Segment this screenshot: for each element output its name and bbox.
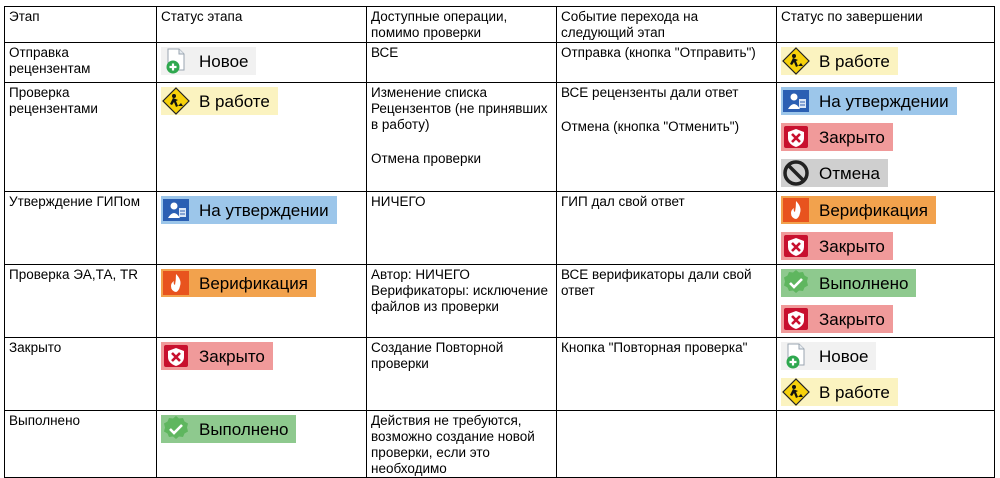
status-badge-label: Закрыто bbox=[819, 236, 885, 256]
event-text: ВСЕ рецензенты дали ответ bbox=[561, 85, 739, 100]
status-cell bbox=[157, 265, 367, 338]
final-status-cell bbox=[777, 83, 995, 192]
stage-cell bbox=[5, 411, 157, 478]
operations-cell bbox=[367, 265, 557, 338]
status-badge-closed bbox=[781, 123, 893, 151]
status-badge-label: Выполнено bbox=[819, 273, 909, 293]
header-transition-event-text: Событие перехода на следующий этап bbox=[561, 9, 699, 40]
status-badge-label: На утверждении bbox=[199, 200, 329, 220]
status-badge-label: Закрыто bbox=[819, 127, 885, 147]
status-badge-new bbox=[161, 47, 256, 75]
table-row bbox=[5, 338, 995, 411]
status-badge-approval bbox=[161, 196, 337, 224]
status-badge-label: В работе bbox=[199, 91, 270, 111]
x-shield-icon bbox=[161, 342, 191, 370]
operations-cell bbox=[367, 411, 557, 478]
officer-icon bbox=[781, 87, 811, 115]
header-stage-status-text: Статус этапа bbox=[161, 9, 243, 24]
header-operations bbox=[367, 7, 557, 43]
x-shield-icon bbox=[781, 305, 811, 333]
officer-icon bbox=[161, 196, 191, 224]
status-badge-in-work bbox=[781, 378, 898, 406]
road-work-sign-icon bbox=[161, 87, 191, 115]
stage-name: Выполнено bbox=[9, 413, 81, 428]
event-cell bbox=[557, 338, 777, 411]
workflow-table bbox=[4, 6, 995, 478]
status-badge-closed bbox=[161, 342, 273, 370]
status-badge-approval bbox=[781, 87, 957, 115]
stage-cell bbox=[5, 83, 157, 192]
no-entry-icon bbox=[781, 159, 811, 187]
event-cell bbox=[557, 192, 777, 265]
stage-cell bbox=[5, 192, 157, 265]
event-cell bbox=[557, 83, 777, 192]
status-cell bbox=[157, 83, 367, 192]
status-badge-done bbox=[781, 269, 916, 297]
fire-icon bbox=[161, 269, 191, 297]
final-status-cell bbox=[777, 338, 995, 411]
table-row bbox=[5, 83, 995, 192]
stage-cell bbox=[5, 265, 157, 338]
status-badge-label: Новое bbox=[819, 346, 869, 366]
stage-cell bbox=[5, 43, 157, 83]
header-stage-text: Этап bbox=[9, 9, 40, 24]
table-row bbox=[5, 265, 995, 338]
road-work-sign-icon bbox=[781, 47, 811, 75]
stage-name: Закрыто bbox=[9, 340, 62, 355]
table-row bbox=[5, 192, 995, 265]
document-plus-icon bbox=[781, 342, 811, 370]
event-text: Кнопка "Повторная проверка" bbox=[561, 340, 748, 355]
check-seal-icon bbox=[781, 269, 811, 297]
final-status-cell bbox=[777, 265, 995, 338]
operation-text: Изменение списка Рецензентов (не принявших в работу) bbox=[371, 85, 548, 132]
status-badge-cancel bbox=[781, 159, 888, 187]
status-badge-label: На утверждении bbox=[819, 91, 949, 111]
operation-text: Верификаторы: исключение файлов из проверки bbox=[371, 283, 548, 314]
event-text bbox=[557, 411, 776, 413]
final-status-cell bbox=[777, 43, 995, 83]
stage-name: Проверка рецензентами bbox=[9, 85, 98, 116]
stage-name: Утверждение ГИПом bbox=[9, 194, 140, 209]
status-badge-in-work bbox=[161, 87, 278, 115]
status-badge-label: Верификация bbox=[819, 200, 928, 220]
status-cell bbox=[157, 43, 367, 83]
header-operations-text: Доступные операции, помимо проверки bbox=[371, 9, 508, 40]
operation-text: НИЧЕГО bbox=[371, 194, 426, 209]
event-cell bbox=[557, 265, 777, 338]
event-cell bbox=[557, 411, 777, 478]
operations-cell bbox=[367, 83, 557, 192]
status-cell bbox=[157, 411, 367, 478]
status-badge-new bbox=[781, 342, 876, 370]
status-badge-label: Закрыто bbox=[819, 309, 885, 329]
status-cell bbox=[157, 192, 367, 265]
stage-name: Отправка рецензентам bbox=[9, 45, 91, 76]
event-text: Отмена (кнопка "Отменить") bbox=[561, 119, 740, 134]
stage-cell bbox=[5, 338, 157, 411]
event-text: ВСЕ верификаторы дали свой ответ bbox=[561, 267, 752, 298]
operation-text: Отмена проверки bbox=[371, 151, 481, 166]
table-header-row bbox=[5, 7, 995, 43]
final-status-cell bbox=[777, 411, 995, 478]
status-badge-label: В работе bbox=[819, 382, 890, 402]
table-row bbox=[5, 43, 995, 83]
status-badge-label: Закрыто bbox=[199, 346, 265, 366]
operation-text: Действия не требуются, возможно создание новой проверки, если это необходимо bbox=[371, 413, 535, 476]
event-cell bbox=[557, 43, 777, 83]
status-cell bbox=[157, 338, 367, 411]
operations-cell bbox=[367, 192, 557, 265]
operation-text: ВСЕ bbox=[371, 45, 399, 60]
header-final-status bbox=[777, 7, 995, 43]
status-badge-closed bbox=[781, 305, 893, 333]
table-row bbox=[5, 411, 995, 478]
operation-text: Создание Повторной проверки bbox=[371, 340, 504, 371]
header-stage-status bbox=[157, 7, 367, 43]
header-stage bbox=[5, 7, 157, 43]
x-shield-icon bbox=[781, 232, 811, 260]
status-badge-label: В работе bbox=[819, 51, 890, 71]
operations-cell bbox=[367, 338, 557, 411]
stage-name: Проверка ЭА,ТА, TR bbox=[9, 267, 138, 282]
header-final-status-text: Статус по завершении bbox=[781, 9, 923, 24]
event-text: ГИП дал свой ответ bbox=[561, 194, 685, 209]
document-plus-icon bbox=[161, 47, 191, 75]
fire-icon bbox=[781, 196, 811, 224]
status-badge-label: Выполнено bbox=[199, 419, 289, 439]
road-work-sign-icon bbox=[781, 378, 811, 406]
final-status-cell bbox=[777, 192, 995, 265]
status-badge-done bbox=[161, 415, 296, 443]
status-badge-verification bbox=[161, 269, 316, 297]
operations-cell bbox=[367, 43, 557, 83]
status-badge-label: Верификация bbox=[199, 273, 308, 293]
operation-text: Автор: НИЧЕГО bbox=[371, 267, 470, 282]
check-seal-icon bbox=[161, 415, 191, 443]
status-badge-verification bbox=[781, 196, 936, 224]
status-badge-in-work bbox=[781, 47, 898, 75]
status-badge-label: Новое bbox=[199, 51, 249, 71]
x-shield-icon bbox=[781, 123, 811, 151]
event-text: Отправка (кнопка "Отправить") bbox=[561, 45, 756, 60]
status-badge-label: Отмена bbox=[819, 163, 880, 183]
header-transition-event bbox=[557, 7, 777, 43]
status-badge-closed bbox=[781, 232, 893, 260]
